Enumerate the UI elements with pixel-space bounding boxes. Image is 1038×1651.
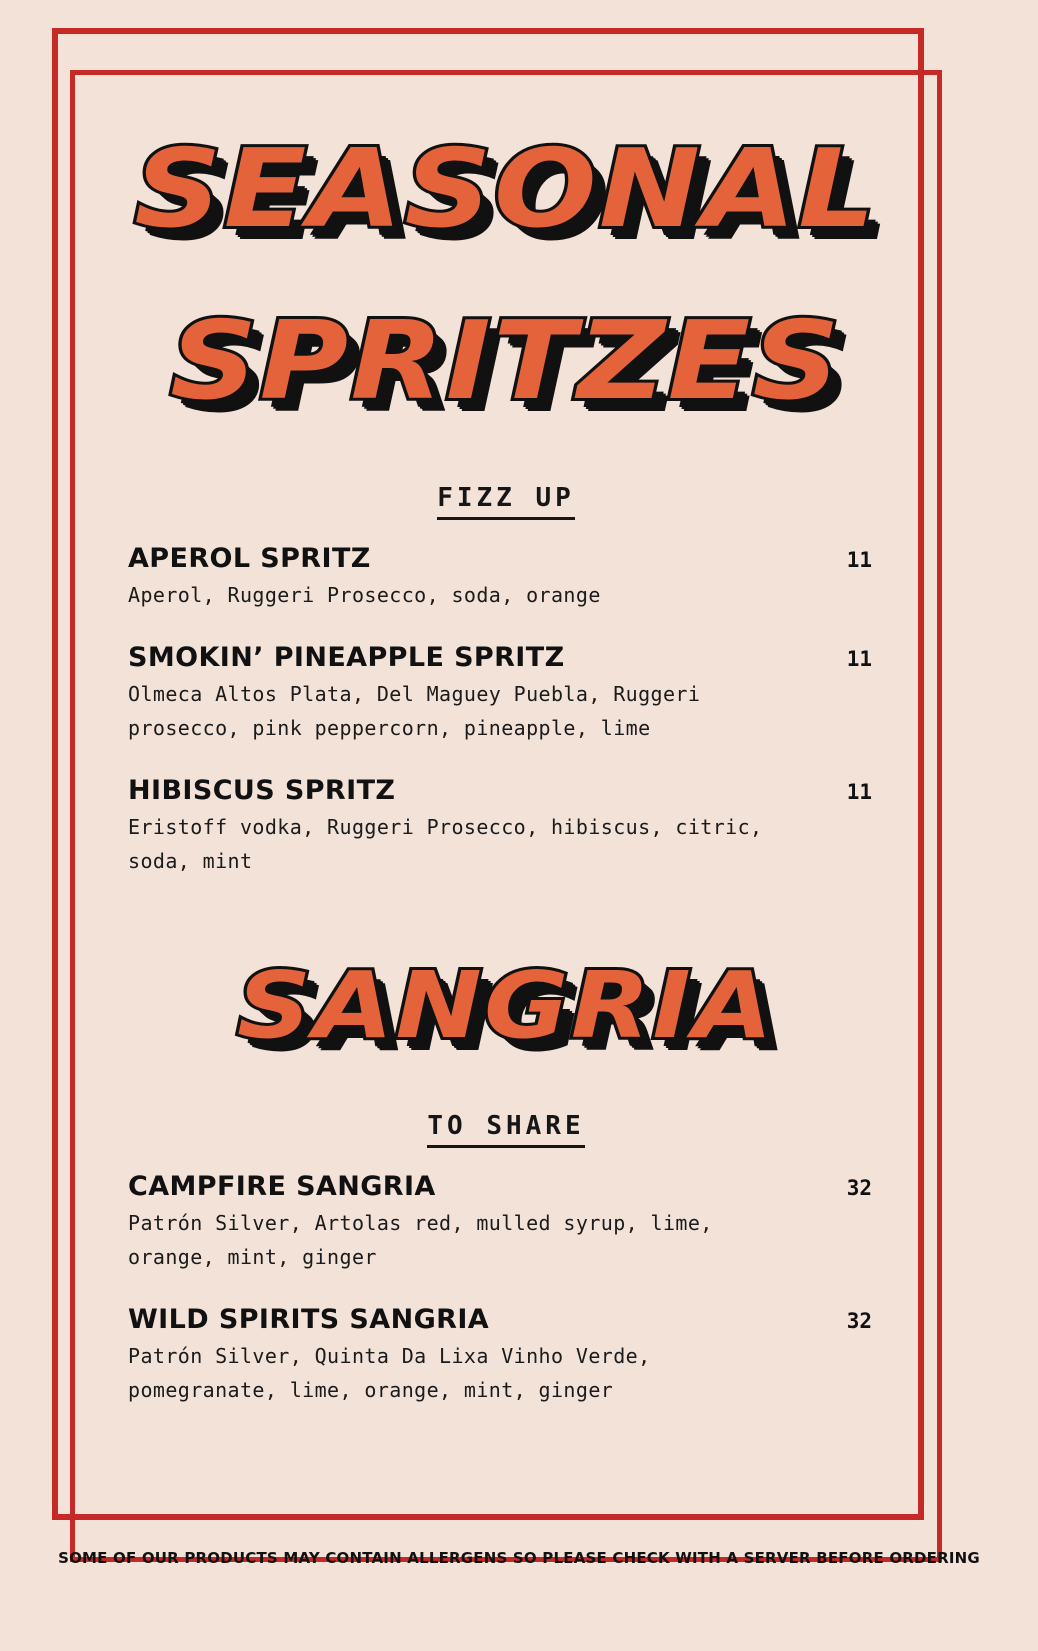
section-title-sangria: SANGRIA [237, 952, 775, 1060]
spritz-item-list [128, 543, 884, 878]
item-price: 32 [846, 1308, 872, 1333]
section-sangria [128, 952, 884, 1406]
item-description: Eristoff vodka, Ruggeri Prosecco, hibiscus, citric, soda, mint [128, 815, 763, 874]
item-description: Patrón Silver, Quinta Da Lixa Vinho Verde, pomegranate, lime, orange, mint, ginger [128, 1343, 651, 1402]
item-name: WILD SPIRITS SANGRIA [128, 1303, 490, 1335]
item-price: 32 [846, 1175, 872, 1200]
item-price: 11 [846, 548, 872, 573]
item-name: SMOKIN’ PINEAPPLE SPRITZ [128, 642, 565, 674]
section-title-line-2: SPRITZES [170, 298, 842, 424]
item-name: CAMPFIRE SANGRIA [128, 1170, 436, 1202]
item-price: 11 [846, 780, 872, 805]
sangria-item-list [128, 1171, 884, 1407]
item-description: Patrón Silver, Artolas red, mulled syrup, lime, orange, mint, ginger [128, 1210, 713, 1269]
section-subtitle-fizz-up [128, 483, 884, 513]
list-item [128, 642, 884, 745]
list-item [128, 543, 884, 612]
item-header [128, 642, 884, 673]
list-item [128, 1304, 884, 1407]
item-header [128, 775, 884, 806]
item-name: HIBISCUS SPRITZ [128, 775, 396, 807]
item-header [128, 1171, 884, 1202]
item-description: Aperol, Ruggeri Prosecco, soda, orange [128, 583, 601, 608]
list-item [128, 775, 884, 878]
item-price: 11 [846, 647, 872, 672]
item-header [128, 1304, 884, 1335]
allergen-disclaimer: SOME OF OUR PRODUCTS MAY CONTAIN ALLERGENS SO PLEASE CHECK WITH A SERVER BEFORE ORDERING [58, 1549, 980, 1567]
menu-content [70, 70, 942, 1562]
section-subtitle-to-share [128, 1111, 884, 1141]
section-title-line-1: SEASONAL [134, 127, 878, 252]
section-seasonal-spritzes [128, 127, 884, 878]
list-item [128, 1171, 884, 1274]
item-description: Olmeca Altos Plata, Del Maguey Puebla, Ruggeri prosecco, pink peppercorn, pineapple, lime [128, 682, 701, 741]
section-subtitle-text: FIZZ UP [437, 483, 575, 520]
item-name: APEROL SPRITZ [128, 543, 371, 575]
section-subtitle-text: TO SHARE [427, 1111, 584, 1148]
item-header [128, 543, 884, 574]
